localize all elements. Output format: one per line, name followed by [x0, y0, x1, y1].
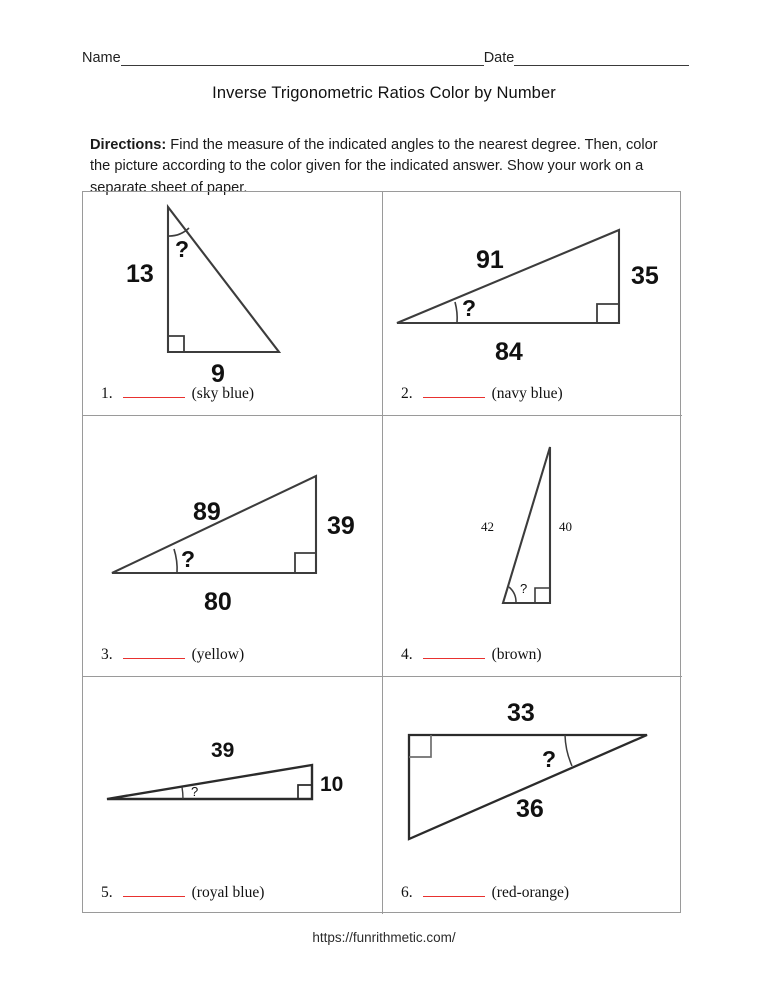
problem-cell-4: [383, 416, 682, 677]
answer-blank-2[interactable]: [423, 384, 485, 398]
angle-marker-6: ?: [542, 746, 557, 772]
side-label-3-hypotenuse: 89: [193, 498, 221, 526]
answer-row-5: [101, 883, 264, 902]
page-title: Inverse Trigonometric Ratios Color by Number: [212, 84, 556, 102]
answer-blank-1[interactable]: [123, 384, 185, 398]
angle-marker-2: ?: [462, 295, 477, 321]
answer-color-3: (yellow): [191, 646, 245, 663]
directions-body-text: Find the measure of the indicated angles to the nearest degree. Then, color the picture according to the color given for the indicated answer. Show your work on a separate sheet of paper.: [90, 136, 658, 196]
problem-cell-2: [383, 192, 682, 416]
problem-number-5: 5.: [101, 884, 113, 901]
answer-row-2: [401, 384, 563, 403]
answer-blank-5[interactable]: [123, 883, 185, 897]
side-label-3-vertical: 39: [327, 512, 355, 540]
problem-number-2: 2.: [401, 385, 413, 402]
triangle-figure-2: [383, 192, 682, 415]
answer-blank-6[interactable]: [423, 883, 485, 897]
answer-row-1: [101, 384, 254, 403]
triangle-figure-6: [383, 677, 682, 914]
date-label: Date: [483, 50, 515, 66]
angle-marker-4: ?: [520, 581, 528, 596]
answer-color-5: (royal blue): [191, 884, 265, 901]
name-write-line[interactable]: [121, 52, 484, 66]
angle-marker-3: ?: [181, 546, 196, 572]
answer-color-2: (navy blue): [491, 385, 563, 402]
answer-row-4: [401, 645, 542, 664]
problem-cell-5: [83, 677, 383, 914]
problem-cell-6: [383, 677, 682, 914]
triangle-figure-4: [383, 416, 682, 676]
problem-number-6: 6.: [401, 884, 413, 901]
problem-number-3: 3.: [101, 646, 113, 663]
answer-color-6: (red-orange): [491, 884, 570, 901]
problem-number-1: 1.: [101, 385, 113, 402]
angle-marker-5: ?: [191, 784, 199, 799]
side-label-2-horizontal: 84: [495, 338, 523, 366]
answer-color-1: (sky blue): [191, 385, 255, 402]
side-label-1-vertical: 13: [126, 260, 154, 288]
problem-cell-1: [83, 192, 383, 416]
side-label-6-hypotenuse: 36: [516, 795, 544, 823]
answer-row-3: [101, 645, 244, 664]
footer-url[interactable]: https://funrithmetic.com/: [312, 930, 456, 945]
name-label: Name: [82, 50, 121, 66]
side-label-5-vertical: 10: [320, 773, 344, 796]
side-label-4-vertical: 40: [559, 519, 572, 534]
answer-row-6: [401, 883, 569, 902]
directions-lead-label: Directions:: [90, 136, 167, 153]
problem-cell-3: [83, 416, 383, 677]
answer-color-4: (brown): [491, 646, 542, 663]
side-label-5-hypotenuse: 39: [211, 739, 235, 762]
triangle-figure-1: [83, 192, 382, 415]
triangle-figure-3: [83, 416, 382, 676]
side-label-4-hypotenuse: 42: [481, 519, 494, 534]
side-label-2-vertical: 35: [631, 262, 659, 290]
answer-blank-3[interactable]: [123, 645, 185, 659]
side-label-2-hypotenuse: 91: [476, 246, 504, 274]
name-date-row: [82, 42, 684, 66]
side-label-6-top: 33: [507, 699, 535, 727]
problem-grid: [82, 191, 681, 913]
side-label-1-horizontal: 9: [211, 360, 225, 388]
angle-marker-1: ?: [175, 236, 190, 262]
directions-paragraph: [90, 135, 678, 200]
problem-number-4: 4.: [401, 646, 413, 663]
answer-blank-4[interactable]: [423, 645, 485, 659]
date-write-line[interactable]: [514, 52, 689, 66]
side-label-3-horizontal: 80: [204, 588, 232, 616]
triangle-figure-5: [83, 677, 382, 914]
